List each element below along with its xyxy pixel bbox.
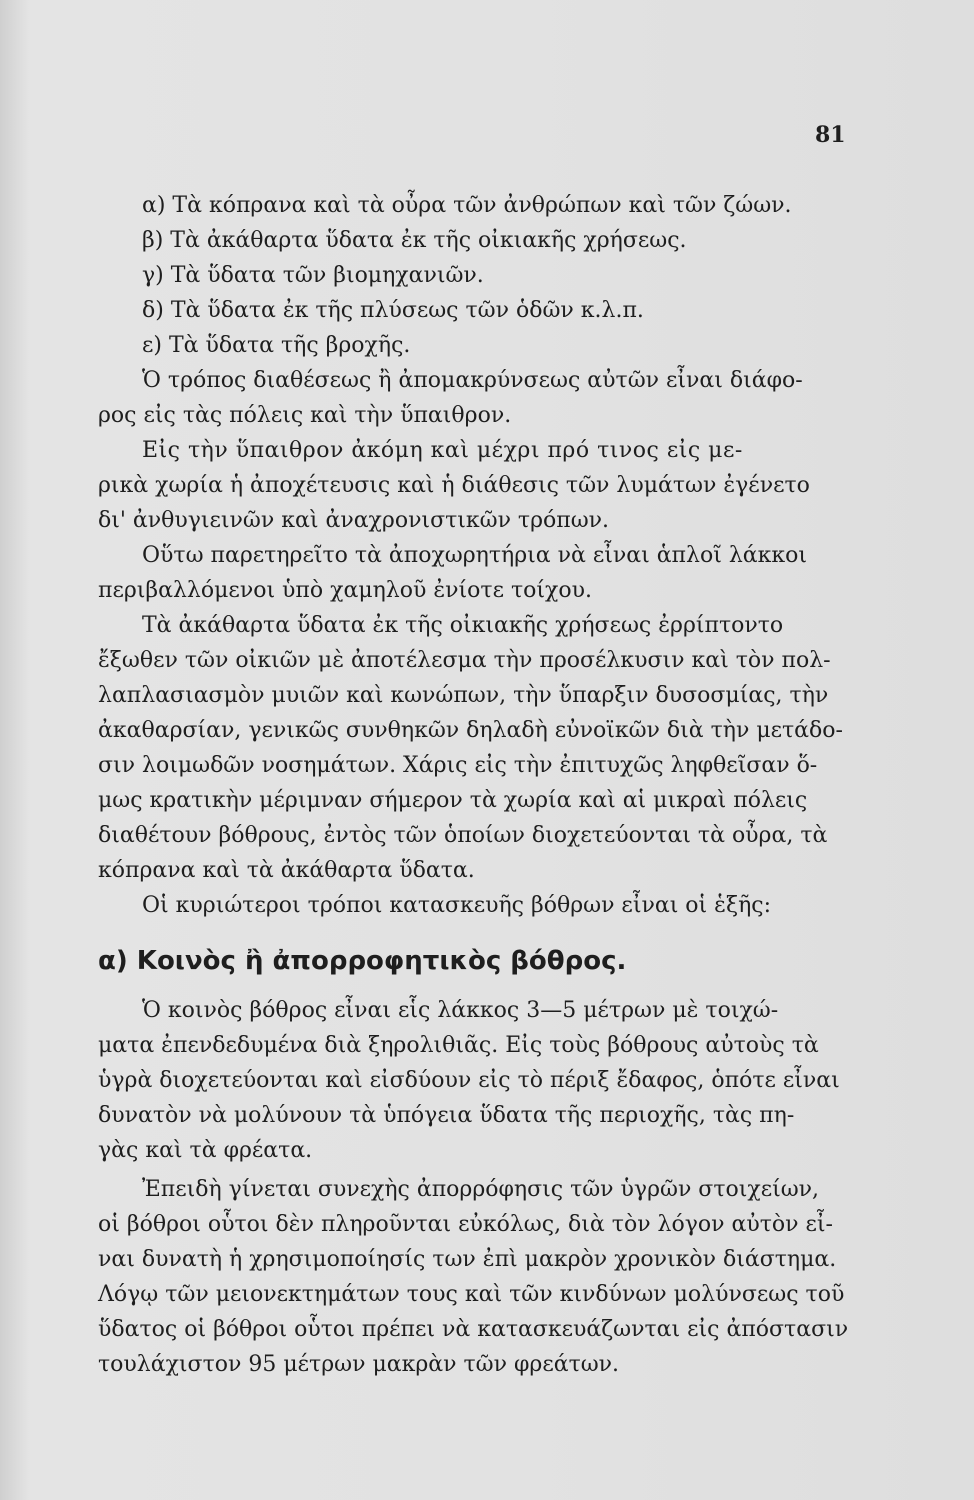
paragraph-line: γὰς καὶ τὰ φρέατα.: [98, 1138, 313, 1163]
paragraph-line: ἔξωθεν τῶν οἰκιῶν μὲ ἀποτέλεσμα τὴν προσέλκυσιν καὶ τὸν πολ-: [98, 648, 831, 673]
list-item-a: α) Τὰ κόπρανα καὶ τὰ οὖρα τῶν ἀνθρώπων καὶ τῶν ζώων.: [142, 193, 792, 218]
paragraph-line: τουλάχιστον 95 μέτρων μακρὰν τῶν φρεάτων.: [98, 1352, 620, 1377]
paragraph-line: λαπλασιασμὸν μυιῶν καὶ κωνώπων, τὴν ὕπαρξιν δυσοσμίας, τὴν: [98, 683, 829, 708]
paragraph-line: κόπρανα καὶ τὰ ἀκάθαρτα ὕδατα.: [98, 858, 475, 883]
paragraph-line: ματα ἐπενδεδυμένα διὰ ξηρολιθιᾶς. Εἰς τοὺς βόθρους αὐτοὺς τὰ: [98, 1033, 819, 1058]
section-heading: α) Κοινὸς ἢ ἀπορροφητικὸς βόθρος.: [98, 946, 627, 976]
paragraph-line: Ὁ κοινὸς βόθρος εἶναι εἷς λάκκος 3—5 μέτρων μὲ τοιχώ-: [142, 998, 779, 1023]
paragraph-line: ναι δυνατὴ ἡ χρησιμοποίησίς των ἐπὶ μακρὸν χρονικὸν διάστημα.: [98, 1247, 837, 1272]
paragraph-line: Οὕτω παρετηρεῖτο τὰ ἀποχωρητήρια νὰ εἶναι ἁπλοῖ λάκκοι: [142, 543, 807, 568]
list-item-e: ε) Τὰ ὕδατα τῆς βροχῆς.: [142, 333, 411, 358]
body-text: [98, 188, 858, 1382]
paragraph-line: Ἐπειδὴ γίνεται συνεχὴς ἀπορρόφησις τῶν ὑγρῶν στοιχείων,: [142, 1177, 820, 1202]
paragraph-line: δυνατὸν νὰ μολύνουν τὰ ὑπόγεια ὕδατα τῆς περιοχῆς, τὰς πη-: [98, 1103, 795, 1128]
paragraph-line: περιβαλλόμενοι ὑπὸ χαμηλοῦ ἐνίοτε τοίχου.: [98, 578, 592, 603]
paragraph-line: δι' ἀνθυγιεινῶν καὶ ἀναχρονιστικῶν τρόπων.: [98, 508, 610, 533]
paragraph-line: ὕδατος οἱ βόθροι οὗτοι πρέπει νὰ κατασκευάζωνται εἰς ἀπόστασιν: [98, 1317, 849, 1342]
paragraph-line: Τὰ ἀκάθαρτα ὕδατα ἐκ τῆς οἰκιακῆς χρήσεως ἐρρίπτοντο: [142, 613, 784, 638]
paragraph-line: διαθέτουν βόθρους, ἐντὸς τῶν ὁποίων διοχετεύονται τὰ οὖρα, τὰ: [98, 823, 828, 848]
paragraph-line: ρικὰ χωρία ἡ ἀποχέτευσις καὶ ἡ διάθεσις τῶν λυμάτων ἐγένετο: [98, 473, 810, 498]
paragraph-line: ὑγρὰ διοχετεύονται καὶ εἰσδύουν εἰς τὸ πέριξ ἔδαφος, ὁπότε εἶναι: [98, 1068, 840, 1093]
paragraph-line: Οἱ κυριώτεροι τρόποι κατασκευῆς βόθρων εἶναι οἱ ἑξῆς:: [142, 893, 772, 918]
paragraph-line: σιν λοιμωδῶν νοσημάτων. Χάρις εἰς τὴν ἐπιτυχῶς ληφθεῖσαν ὅ-: [98, 753, 818, 778]
paragraph-line: οἱ βόθροι οὗτοι δὲν πληροῦνται εὐκόλως, διὰ τὸν λόγον αὐτὸν εἶ-: [98, 1212, 833, 1237]
paragraph-line: Ὁ τρόπος διαθέσεως ἢ ἀπομακρύνσεως αὐτῶν εἶναι διάφο-: [142, 368, 803, 393]
list-item-d: δ) Τὰ ὕδατα ἐκ τῆς πλύσεως τῶν ὁδῶν κ.λ.π.: [142, 298, 644, 323]
list-item-b: β) Τὰ ἀκάθαρτα ὕδατα ἐκ τῆς οἰκιακῆς χρήσεως.: [142, 228, 687, 253]
paragraph-line: ἀκαθαρσίαν, γενικῶς συνθηκῶν δηλαδὴ εὐνοϊκῶν διὰ τὴν μετάδο-: [98, 718, 843, 743]
paragraph-line: μως κρατικὴν μέριμναν σήμερον τὰ χωρία καὶ αἱ μικραὶ πόλεις: [98, 788, 808, 813]
paragraph-line: Εἰς τὴν ὕπαιθρον ἀκόμη καὶ μέχρι πρό τινος εἰς με-: [142, 438, 743, 463]
page-number: 81: [815, 122, 846, 148]
list-item-c: γ) Τὰ ὕδατα τῶν βιομηχανιῶν.: [142, 263, 484, 288]
paragraph-line: ρος εἰς τὰς πόλεις καὶ τὴν ὕπαιθρον.: [98, 403, 512, 428]
paragraph-line: Λόγῳ τῶν μειονεκτημάτων τους καὶ τῶν κινδύνων μολύνσεως τοῦ: [98, 1282, 845, 1307]
